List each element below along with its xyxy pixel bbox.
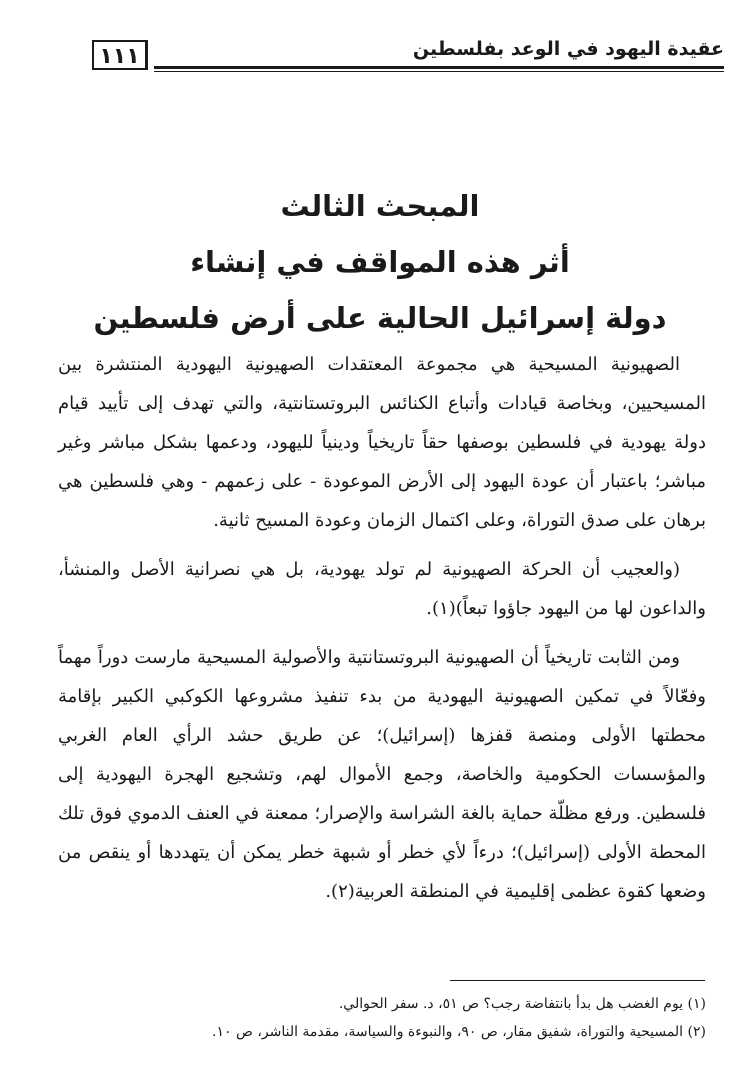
body-text	[58, 345, 706, 921]
footnote-1: (١) يوم الغضب هل بدأ بانتفاضة رجب؟ ص ٥١، د. سفر الحوالي.	[338, 996, 706, 1012]
running-title: عقيدة اليهود في الوعد بفلسطين	[412, 38, 724, 60]
paragraph-1: الصهيونية المسيحية هي مجموعة المعتقدات الصهيونية اليهودية المنتشرة بين المسيحيين، وبخاصة قيادات وأتباع الكنائس البروتستانتية، والتي تهدف إلى تأييد قيام دولة يهودية في فلسطين بوصفها حقاً تاريخياً ودينياً لليهود، ودعمها بشكل مباشر وغير مباشر؛ باعتبار أن عودة اليهود إلى الأرض الموعودة - على زعمهم - وهي فلسطين هي برهان على صدق التوراة، وعلى اكتمال الزمان وعودة المسيح ثانية.	[58, 354, 706, 531]
paragraph-2: (والعجيب أن الحركة الصهيونية لم تولد يهودية، بل هي نصرانية الأصل والمنشأ، والداعون لها من اليهود جاؤوا تبعاً)(١).	[58, 559, 706, 619]
footnotes	[58, 990, 706, 1046]
footnote-separator	[450, 980, 705, 981]
header-rule-thin	[154, 71, 724, 72]
header-rule	[154, 66, 724, 69]
page-number: ١١١	[92, 40, 148, 70]
section-subheading: أثر هذه المواقف في إنشاء	[190, 245, 570, 279]
footnote-2: (٢) المسيحية والتوراة، شفيق مقار، ص ٩٠، والنبوءة والسياسة، مقدمة الناشر، ص ١٠.	[212, 1024, 706, 1040]
section-subheading-2: دولة إسرائيل الحالية على أرض فلسطين	[93, 301, 667, 335]
page-header	[92, 34, 724, 74]
paragraph-3: ومن الثابت تاريخياً أن الصهيونية البروتستانتية والأصولية المسيحية مارست دوراً مهماً وفعّالاً في تمكين الصهيونية اليهودية من بدء تنفيذ مشروعها الكوكبي الكبير بإقامة محطتها الأولى ومنصة قفزها (إسرائيل)؛ عن طريق حشد الرأي العام الغربي والمؤسسات الحكومية والخاصة، وجمع الأموال لهم، وتشجيع الهجرة اليهودية إلى فلسطين. ورفع مظلّة حماية بالغة الشراسة والإصرار؛ ممعنة في العنف الدموي فوق تلك المحطة الأولى (إسرائيل)؛ درءاً لأي خطر أو شبهة خطر يمكن أن يتهددها أو ينقص من وضعها كقوة عظمى إقليمية في المنطقة العربية(٢).	[58, 647, 706, 902]
section-heading: المبحث الثالث	[280, 189, 480, 223]
section-title	[60, 178, 700, 346]
